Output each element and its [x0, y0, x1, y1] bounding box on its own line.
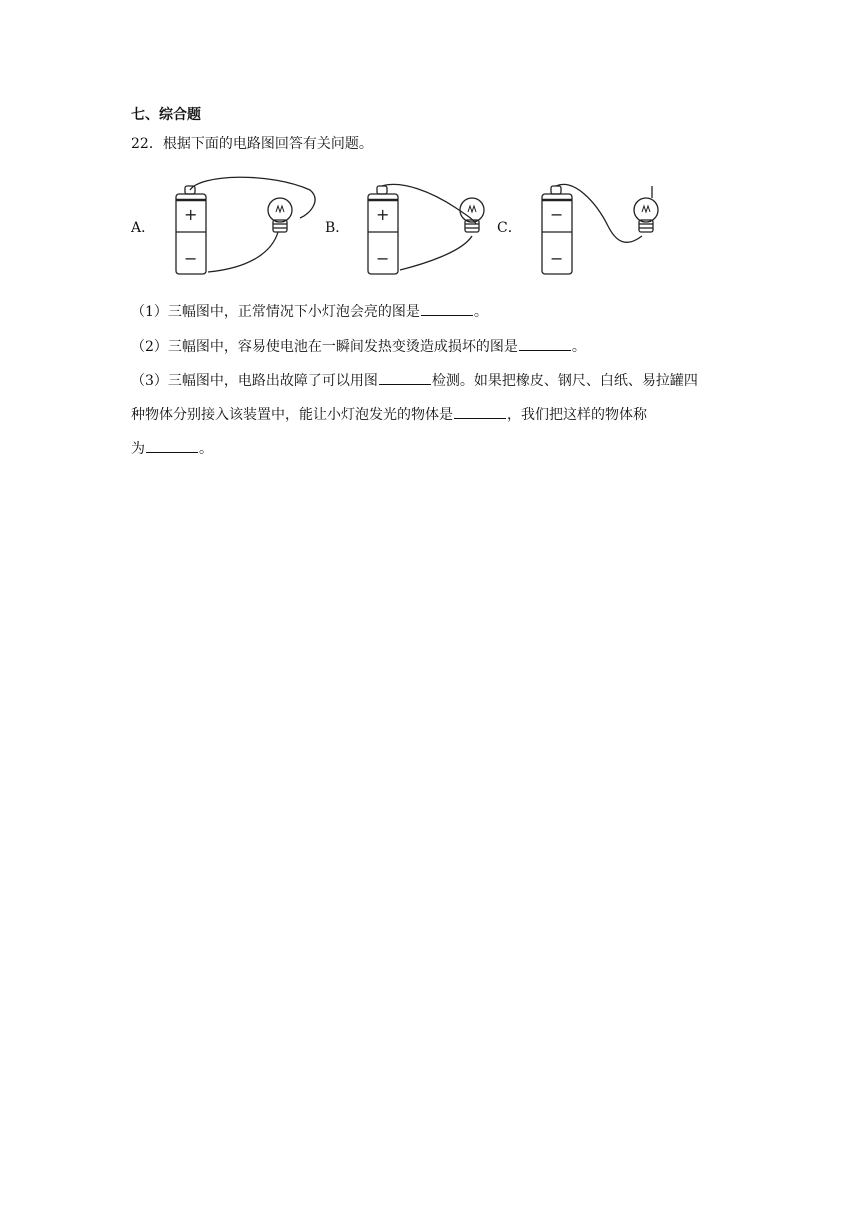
sub-question-2 — [131, 336, 586, 358]
wire-top — [556, 184, 642, 242]
sub-question-3-text-f: 。 — [199, 441, 213, 457]
figure-a-label: A． — [131, 220, 156, 236]
terminal-top-symbol: + — [376, 205, 390, 224]
bulb-glass — [268, 198, 292, 222]
sub-question-3-text-a: （3）三幅图中，电路出故障了可以用图 — [131, 373, 378, 389]
terminal-top-symbol: + — [184, 205, 198, 224]
answer-blank-3[interactable] — [379, 370, 431, 385]
bulb-glass — [460, 198, 484, 222]
sub-question-2-end: 。 — [571, 339, 586, 355]
wire-bottom — [400, 236, 472, 270]
battery-cap — [551, 186, 561, 194]
wire-bottom — [208, 232, 278, 272]
answer-blank-4[interactable] — [454, 404, 506, 419]
answer-blank-2[interactable] — [519, 336, 571, 351]
sub-question-1-text: （1）三幅图中，正常情况下小灯泡会亮的图是 — [131, 304, 420, 320]
circuit-diagram-c — [526, 172, 676, 280]
circuit-diagram-a — [160, 172, 320, 280]
sub-question-3-line-1 — [131, 370, 698, 392]
answer-blank-1[interactable] — [421, 301, 473, 316]
question-stem: 22．根据下面的电路图回答有关问题。 — [131, 136, 373, 152]
terminal-top-symbol: − — [550, 205, 564, 224]
circuit-diagram-b — [352, 172, 502, 280]
figure-c-label: C． — [497, 220, 522, 236]
terminal-bottom-symbol: − — [184, 249, 198, 268]
battery-cap — [377, 186, 387, 194]
bulb-glass — [634, 198, 658, 222]
terminal-bottom-symbol: − — [376, 249, 390, 268]
sub-question-3-text-b: 检测。如果把橡皮、钢尺、白纸、易拉罐四 — [431, 373, 698, 389]
terminal-bottom-symbol: − — [550, 249, 564, 268]
sub-question-3-text-c: 种物体分别接入该装置中，能让小灯泡发光的物体是 — [131, 407, 453, 423]
sub-question-3-line-3 — [131, 438, 213, 460]
sub-question-3-line-2 — [131, 404, 647, 426]
answer-blank-5[interactable] — [146, 438, 198, 453]
sub-question-2-text: （2）三幅图中，容易使电池在一瞬间发热变烫造成损坏的图是 — [131, 339, 518, 355]
sub-question-1-end: 。 — [473, 304, 488, 320]
sub-question-1 — [131, 301, 488, 323]
section-title: 七、综合题 — [131, 107, 201, 123]
sub-question-3-text-d: ，我们把这样的物体称 — [507, 407, 647, 423]
figure-b-label: B． — [325, 220, 350, 236]
wire-top — [190, 177, 315, 218]
sub-question-3-text-e: 为 — [131, 441, 145, 457]
